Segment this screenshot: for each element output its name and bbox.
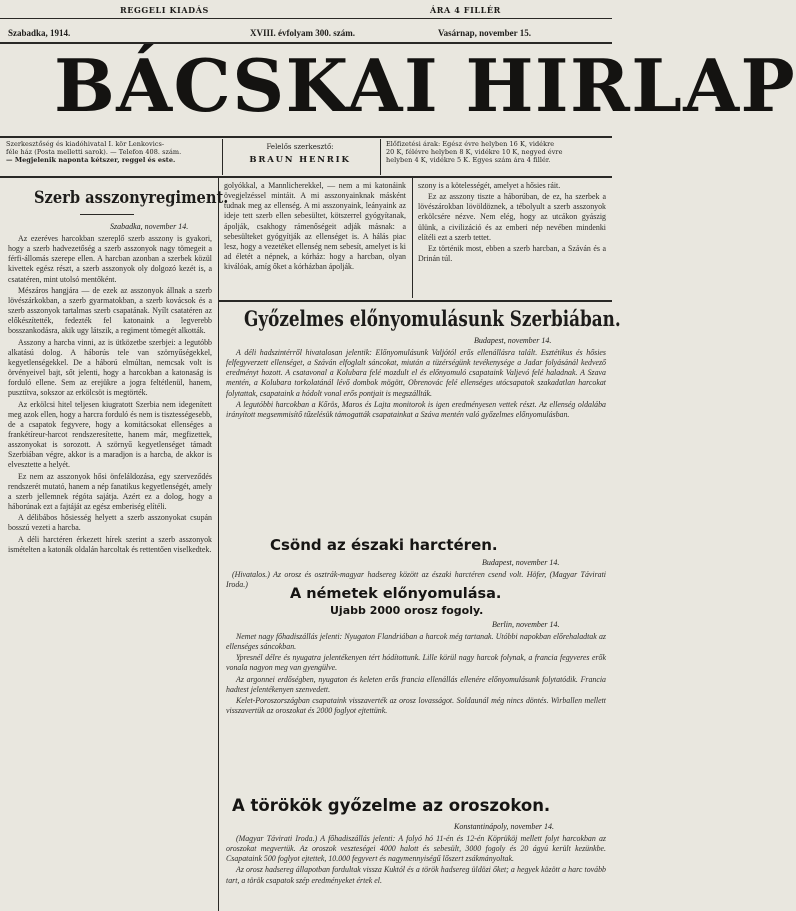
paragraph: Kelet-Poroszországban csapataink visszaverték az orosz lovasságot. Soldaunál még nincs döntés. Wirballen mellett visszavertük az oroszokat és 2000 foglyot ejtettünk. [226, 695, 606, 716]
article-german-dateline: Berlin, november 14. [492, 620, 560, 629]
masthead-rule [0, 136, 612, 138]
issue-number: XVIII. évfolyam 300. szám. [250, 28, 355, 38]
article-north-title: Csönd az északi harctéren. [270, 536, 498, 554]
masthead-title: BÁCSKAI HIRLAP [54, 43, 796, 128]
article-german-body [226, 632, 606, 794]
article-main-dateline: Budapest, november 14. [474, 336, 552, 345]
paragraph: A déli harctéren érkezett hírek szerint a szerb asszonyok ismételten a katonák oldalán harcoltak és rettentően viselkedtek. [8, 534, 212, 554]
section-rule-top [218, 300, 612, 302]
edition-label: REGGELI KIADÁS [120, 5, 209, 15]
subscription-line: helyben 4 K, vidékre 5 K. Egyes szám ára 4 fillér. [386, 156, 551, 165]
publisher-line: — Megjelenik naponta kétszer, reggel és este. [6, 156, 176, 165]
sub-masthead-rule [0, 176, 612, 178]
article-german-title: A németek előnyomulása. [290, 586, 502, 602]
paragraph: A legutóbbi harcokban a Kőrös, Maros és Lajta monitorok is igen eredményesen vettek részt. Az ellenség oldalába irányított megsemmisítő tűzelésük támogatták csapatainkat a Száva mentén való győzelmes előnyomulásban. [226, 399, 606, 419]
article-left-dateline: Szabadka, november 14. [110, 222, 189, 231]
paragraph: A délibábos hősiesség helyett a szerb asszonyokat csupán bosszú vezeti a harcba. [8, 513, 212, 533]
sub-rule-right [380, 139, 381, 175]
article-turks-title: A törökök győzelme az oroszokon. [232, 796, 551, 815]
paragraph: Az ezeréves harcokban szereplő szerb asszony is gyakori, hogy a szerb hadvezetőség a szerb asszonyok nagy tömegeit a férfi-állomás szerepe ellen. A harcban azonban a szerbek közül kivettek egész részt, a szerb asszonyok oly dolgozó kezét is, a csatatéren, mint utolsó mentőként. [8, 234, 212, 284]
publisher-line: féle ház (Posta melletti sarok). — Telefon 408. szám. [6, 148, 182, 157]
paragraph: (Magyar Távirati Iroda.) A főhadiszállás jelenti: A folyó hó 11-én és 12-én Köprüköj mellett folyt harcokban az oroszokat megvertük. Az oroszok veszteségei 4000 halott és sebesült, 3000 fogoly és 20 ágyú került kezünkbe. Csapataink 500 foglyot ejtettek, 10.000 fegyvert és nagymennyiségű lőszert zsákmányoltak. [226, 834, 606, 864]
paragraph: Ez nem az asszonyok hősi önfeláldozása, egy szerveződés rendszerét mutató, hanem a nép fanatikus kegyetlenségét, amely a szerb jellemnek régóta sajátja. Azért ez a dolog, hogy a háborúnak ezt a fajtáját az egész emberiség elítéli. [8, 471, 212, 512]
article-left-body [8, 234, 212, 909]
paragraph: Az erkölcsi hitel teljesen kiugratott Szerbia nem idegenített meg azok ellen, hogy a harcra forduló és nem is tisztességesebb, de a csapatok fegyvere, hogy a komitácsokat ellenséges a frankétíreur-harcot rendszeresítette, hanem már, megfizettek, asszonyokat is sorozott. A szörnyű kegyetlenséget támadt Szerbiában végre, akkor is a maradjon is a harcba, de akkor is elvesztette a helyét. [8, 399, 212, 470]
subscription-line: Előfizetési árak: Egész évre helyben 16 K, vidékre [386, 140, 555, 148]
paragraph: Mészáros hangjára — de ezek az asszonyok állnak a szerb lövészárkokban, a szerb gyarmatokban, a szerb kovácsok és a szerb asszonyok tartalmas szerb csapatának. Nyílt csatatéren az előkészítették, fedezték fel katonaink a legverebb bosszankodásra, akik ugy látszik, a regiment tömegét alkották. [8, 285, 212, 336]
article-right-body [418, 181, 606, 295]
column-rule-2 [412, 178, 413, 298]
article-left-title: Szerb asszonyregiment. [34, 188, 229, 208]
paragraph: Az orosz hadsereg állapotban fordultak vissza Kuktól és a török hadsereg üldözi őket; a hegyek között a harc tovább tart, a török csapatok szép eredményeket értek el. [226, 865, 606, 885]
place-year: Szabadka, 1914. [8, 28, 71, 38]
top-rule [0, 18, 612, 19]
column-rule-1 [218, 178, 219, 911]
article-left-underline [80, 214, 134, 215]
subscription-line: 20 K, félévre helyben 8 K, vidékre 10 K, negyed évre [386, 148, 563, 157]
issue-date: Vasárnap, november 15. [438, 28, 532, 38]
paragraph: Asszony a harcba vinni, az is ütközetbe szerbjei: a legutóbb alkatású dolog. A háborús tele van szörnyűségekkel, kegyetlenségekkel. De a háború elmúltan, nemcsak volt is örvényeivel bajt, sőt jelenti, hogy a harcokban a katonaság is forduló ellene. Sem az erejükre a jogra feltétlenül, hanem, pusztítva, sokszor az erkölcsöt is megtörték. [8, 337, 212, 398]
paragraph: Ez történik most, ebben a szerb harcban, a Száván és a Drinán túl. [418, 243, 606, 264]
price-label: ÁRA 4 FILLÉR [430, 5, 501, 15]
paragraph: Ypresnél délre és nyugatra jelentékenyen tért hódítottunk. Lille körül nagy harcok folynak, a francia fegyveres erők vonala nagyon meg van gyengülve. [226, 653, 606, 673]
publisher-info [6, 140, 216, 165]
publisher-line: Szerkesztőség és kiadóhivatal I. kör Lenkovics- [6, 140, 165, 148]
paragraph: A déli hadszintérről hivatalosan jelentik: Előnyomulásunk Valjótól erős ellenállásra talált. Esztétikus és hősies felfegyverzett ellenséget, a Száván elfoglalt sáncokat, miután a tüzérségünk tevékenysége a Jadar folyásánál kedvező eredményt hozott. A csatavonal a Kolubara felé mozdult el és előnyomuló csapataink Valjevó felé haladnak. A Szava mentén, a Kolubara torkolatánál lévő dombok mögött, Obrenovác felé ellenséges utócsapatok szakadatlan harcokat folytattak, csapataink a hódolt vonal erős pontjait is megszállták. [226, 348, 606, 398]
editor-label: Felelős szerkesztő: [266, 143, 334, 151]
subscription-info [386, 140, 608, 165]
article-main-title: Győzelmes előnyomulásunk Szerbiában. [244, 306, 621, 331]
paragraph: golyókkal, a Mannlicherekkel, — nem a mi katonáink övegjelzéssel mintáit. A mi asszonyainknak másként tudnak meg az ellenség. A mi asszonyaink, leányaink az ideje tett szerb ellen sebesültet, kötszerrel gyógyítanak, ápolják, csakhogy rámenőségeit adják másnak: a sebesülteket gyógyítják az ellenséget is. A hálás piac lesz, hogy a vezetéket ellenség nem sebesít, amelyet is ki ad életét a népnek, a kórház: hogy a harcban, olyan kiválóak, amíg őket a kórházban ápolják. [224, 181, 406, 272]
article-mid-body [224, 181, 406, 295]
paragraph: Nemet nagy főhadiszállás jelenti: Nyugaton Flandriában a harcok még tartanak. Utóbbi napokban előrehaladtak az ellenséges sáncokban. [226, 632, 606, 652]
paragraph: szony is a kötelességét, amelyet a hősies ráit. [418, 181, 561, 190]
article-german-subtitle: Ujabb 2000 orosz fogoly. [330, 604, 484, 617]
article-turks-dateline: Konstantinápoly, november 14. [454, 822, 554, 831]
article-turks-body [226, 834, 606, 910]
editor-name: BRAUN HENRIK [249, 155, 351, 165]
paragraph: Az argonnei erdőségben, nyugaton és keleten erős francia ellenállás ellenére előnyomulásunk folytatódik. Francia hadtest jelentékenyen szenvedett. [226, 674, 606, 694]
article-north-dateline: Budapest, november 14. [482, 558, 560, 567]
article-main-body [226, 348, 606, 524]
paragraph: (Hivatalos.) Az orosz és osztrák-magyar hadsereg között az északi harctéren csend volt. Höfer, (Magyar Távirati Iroda.) [226, 570, 606, 590]
paragraph: Ez az asszony tiszte a háborúban, de ez, ha szerbek a lövészárokban lövöldöznek, a tébolyult a szerb asszonyok erkölcsére nézve. Nem elég, hogy az utcákon gyászig ülünk, a civilizáció és az emberi nép nevében mindenki elítéli ezt a szerb tettet. [418, 192, 606, 242]
